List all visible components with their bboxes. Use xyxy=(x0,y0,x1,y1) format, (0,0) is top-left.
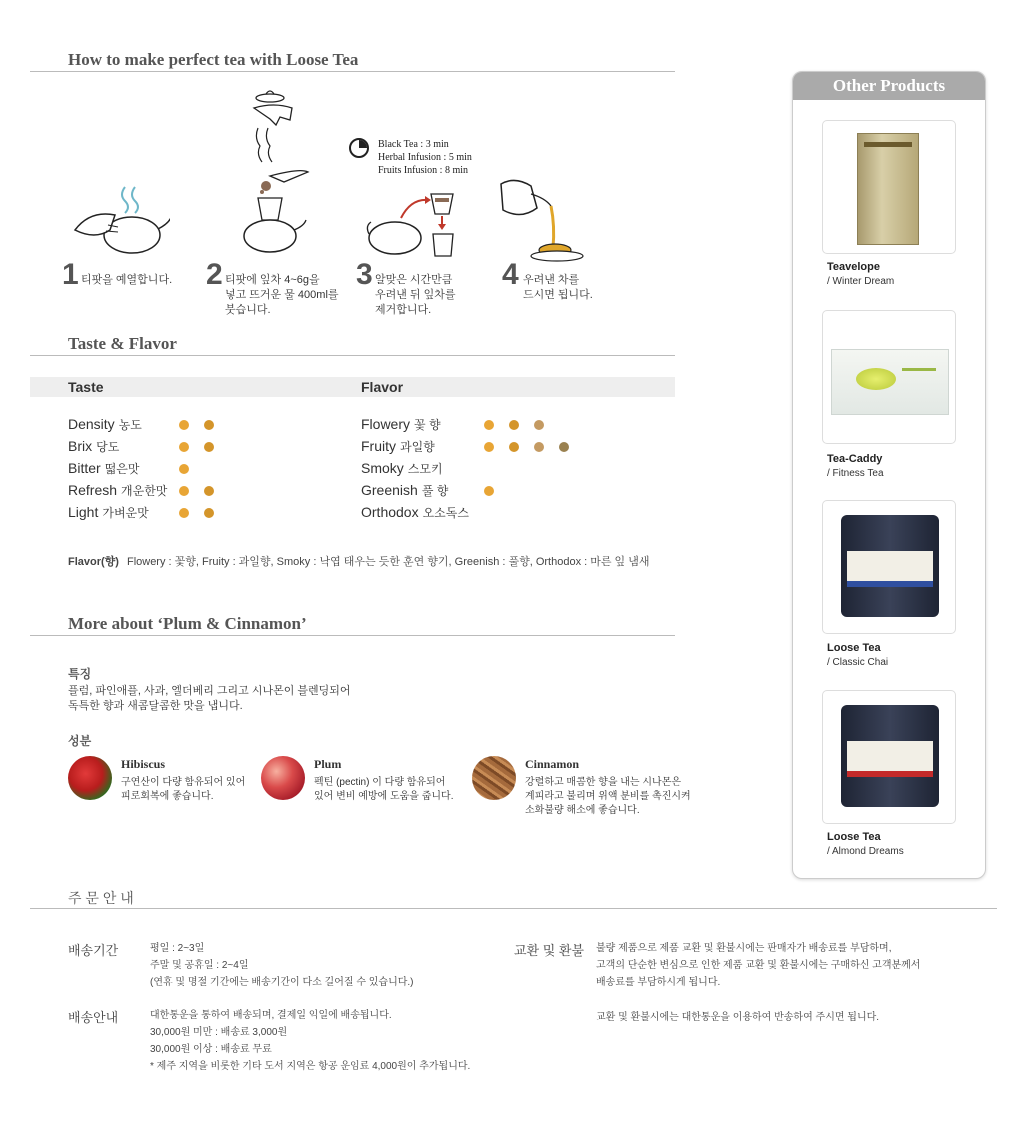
tf-row-ko: 과일향 xyxy=(400,440,435,454)
product-card-teavelope[interactable] xyxy=(822,120,956,254)
rating-dot xyxy=(179,442,189,452)
exchange-return-text: 교환 및 환불시에는 대한통운을 이용하여 반송하여 주시면 됩니다. xyxy=(596,1012,880,1023)
tf-row-ko: 오소독스 xyxy=(422,506,469,520)
pour-tea-illustration xyxy=(495,178,590,263)
rating-dot xyxy=(484,486,494,496)
tf-row-ko: 개운한맛 xyxy=(121,484,168,498)
tf-row-ko: 떫은맛 xyxy=(104,462,140,476)
tea-caddy-box-image xyxy=(831,349,949,415)
preheat-teapot-illustration xyxy=(70,185,170,260)
rating-dot xyxy=(534,420,544,430)
plum-image xyxy=(261,756,305,800)
delivery-period-text: 평일 : 2~3일 주말 및 공휴일 : 2~4일 (연휴 및 명절 기간에는 배송기간이 다소 길어질 수 있습니다.) xyxy=(150,943,414,988)
tf-row-label xyxy=(361,482,448,499)
order-rule xyxy=(30,908,997,909)
flavor-legend-label: Flavor(향) xyxy=(68,556,119,568)
product-name[interactable]: Loose Tea xyxy=(827,831,881,843)
tf-row-ko: 농도 xyxy=(118,418,142,432)
step-1-text: 티팟을 예열합니다. xyxy=(81,274,173,286)
how-to-rule xyxy=(30,71,675,72)
tf-row-en: Fruity xyxy=(361,438,396,454)
exchange-label: 교환 및 환불 xyxy=(514,943,585,958)
feature-label: 특징 xyxy=(68,667,92,681)
flavor-header: Flavor xyxy=(361,379,404,395)
step-2-text: 티팟에 잎차 4~6g을 넣고 뜨거운 물 400ml를 붓습니다. xyxy=(225,274,339,316)
rating-dot xyxy=(509,442,519,452)
taste-flavor-title: Taste & Flavor xyxy=(68,334,177,353)
timer-herbal: Herbal Infusion : 5 min xyxy=(378,152,472,163)
product-card-classic-chai[interactable] xyxy=(822,500,956,634)
tf-row-en: Flowery xyxy=(361,416,411,432)
tf-row-en: Density xyxy=(68,416,115,432)
more-about-title: More about ‘Plum & Cinnamon’ xyxy=(68,614,307,633)
tf-row-en: Refresh xyxy=(68,482,118,498)
how-to-title: How to make perfect tea with Loose Tea xyxy=(68,50,359,69)
plum-desc: 펙틴 (pectin) 이 다량 함유되어 있어 변비 예방에 도움을 줍니다. xyxy=(314,777,454,802)
rating-dot xyxy=(179,420,189,430)
tf-row-en: Light xyxy=(68,504,99,520)
rating-dot xyxy=(179,464,189,474)
delivery-info-text: 대한통운을 통하여 배송되며, 결제일 익일에 배송됩니다. 30,000원 미만 : 배송료 3,000원 30,000원 이상 : 배송료 무료 * 제주 지역을 비롯한 기타 도서 지역은 항공 운임료 4,000원이 추가됩니다. xyxy=(150,1010,471,1072)
tf-row-ko: 가벼운맛 xyxy=(102,506,149,520)
tf-row-en: Brix xyxy=(68,438,93,454)
tf-row-label xyxy=(361,460,443,477)
delivery-info-label: 배송안내 xyxy=(68,1010,119,1025)
tf-row-label xyxy=(361,438,435,455)
cinnamon-desc: 강렬하고 매콤한 향을 내는 시나몬은 계피라고 불리며 위액 분비를 촉진시켜 소화불량 해소에 좋습니다. xyxy=(525,777,691,816)
tf-row-en: Bitter xyxy=(68,460,101,476)
product-sub: / Fitness Tea xyxy=(827,468,884,479)
product-card-almond-dreams[interactable] xyxy=(822,690,956,824)
flavor-legend-text: Flowery : 꽃향, Fruity : 과일향, Smoky : 낙엽 태우는 듯한 훈연 향기, Greenish : 풀향, Orthodox : 마른 잎 냄새 xyxy=(126,556,650,568)
classic-chai-tin-image xyxy=(841,515,939,617)
tf-row-ko: 풀 향 xyxy=(421,484,449,498)
taste-flavor-rule xyxy=(30,355,675,356)
tf-row-label xyxy=(361,504,469,521)
cinnamon-name: Cinnamon xyxy=(525,757,580,771)
rating-dot xyxy=(509,420,519,430)
step-1-number: 1 xyxy=(62,258,79,291)
timer-icon xyxy=(348,137,370,159)
timer-fruits: Fruits Infusion : 8 min xyxy=(378,165,469,176)
rating-dot xyxy=(204,486,214,496)
product-card-tea-caddy[interactable] xyxy=(822,310,956,444)
hibiscus-name: Hibiscus xyxy=(121,757,166,771)
rating-dot xyxy=(179,486,189,496)
step-4-text: 우려낸 차를 드시면 됩니다. xyxy=(523,274,593,301)
taste-header: Taste xyxy=(68,379,104,395)
step-3-text: 알맞은 시간만큼 우려낸 뒤 잎차를 제거합니다. xyxy=(375,274,456,316)
step-4-number: 4 xyxy=(502,258,519,291)
rating-dot xyxy=(534,442,544,452)
product-sub: / Almond Dreams xyxy=(827,846,904,857)
rating-dot xyxy=(484,442,494,452)
tf-row-label xyxy=(361,416,441,433)
step-2-number: 2 xyxy=(206,258,223,291)
taste-flavor-header-bar xyxy=(30,377,675,397)
tf-row-label xyxy=(68,504,149,521)
feature-text: 플럼, 파인애플, 사과, 엘더베리 그리고 시나몬이 블렌딩되어 독특한 향과 새콤달콤한 맛을 냅니다. xyxy=(68,685,351,712)
tf-row-label xyxy=(68,438,119,455)
tf-row-en: Orthodox xyxy=(361,504,419,520)
cinnamon-image xyxy=(472,756,516,800)
rating-dot xyxy=(559,442,569,452)
tf-row-label xyxy=(68,482,167,499)
exchange-text: 불량 제품으로 제품 교환 및 환불시에는 판매자가 배송료를 부담하며, 고객의 단순한 변심으로 인한 제품 교환 및 환불시에는 구매하신 고객분께서 배송료를 부담하시게 됩니다. xyxy=(596,943,921,988)
rating-dot xyxy=(204,420,214,430)
ingredient-label: 성분 xyxy=(68,734,92,748)
order-title: 주 문 안 내 xyxy=(68,890,134,906)
other-products-title: Other Products xyxy=(793,72,985,100)
more-about-rule xyxy=(30,635,675,636)
rating-dot xyxy=(179,508,189,518)
tf-row-en: Smoky xyxy=(361,460,404,476)
teavelope-box-image xyxy=(857,133,919,245)
tf-row-ko: 스모키 xyxy=(407,462,443,476)
product-sub: / Winter Dream xyxy=(827,276,895,287)
product-name[interactable]: Tea-Caddy xyxy=(827,453,883,465)
tf-row-label xyxy=(68,416,142,433)
other-products-sidebar xyxy=(792,71,986,879)
remove-leaves-illustration xyxy=(365,190,465,265)
rating-dot xyxy=(204,442,214,452)
rating-dot xyxy=(204,508,214,518)
plum-name: Plum xyxy=(314,757,342,771)
flavor-legend xyxy=(68,553,650,569)
hibiscus-desc: 구연산이 다량 함유되어 있어 피로회복에 좋습니다. xyxy=(121,777,246,802)
tf-row-ko: 꽃 향 xyxy=(414,418,441,432)
step-3-number: 3 xyxy=(356,258,373,291)
delivery-period-label: 배송기간 xyxy=(68,943,119,958)
tf-row-label xyxy=(68,460,139,477)
product-sub: / Classic Chai xyxy=(827,657,889,668)
tf-row-ko: 당도 xyxy=(96,440,120,454)
tf-row-en: Greenish xyxy=(361,482,418,498)
almond-dreams-tin-image xyxy=(841,705,939,807)
rating-dot xyxy=(484,420,494,430)
product-name[interactable]: Loose Tea xyxy=(827,642,881,654)
hibiscus-image xyxy=(68,756,112,800)
product-name[interactable]: Teavelope xyxy=(827,261,880,273)
timer-black-tea: Black Tea : 3 min xyxy=(378,139,449,150)
add-tea-leaves-illustration xyxy=(232,88,322,268)
